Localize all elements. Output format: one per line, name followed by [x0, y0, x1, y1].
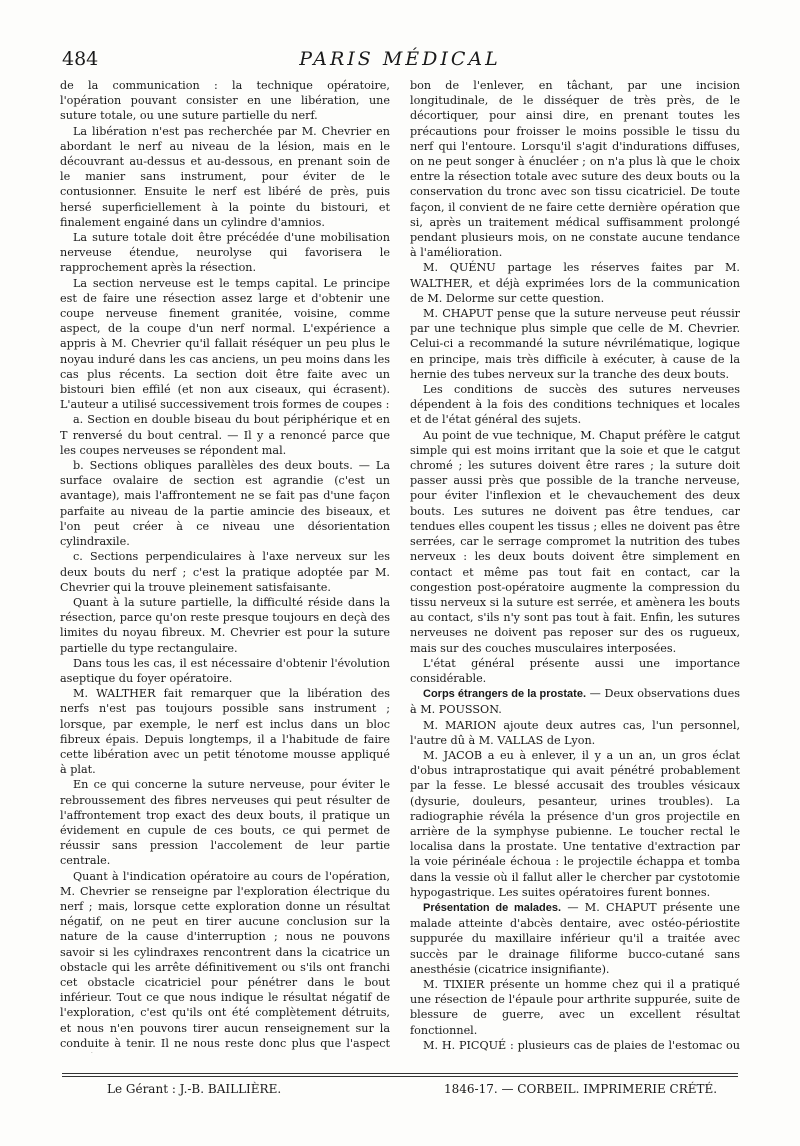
footer-rule [62, 1076, 738, 1077]
paragraph: M. QUÉNU partage les réserves faites par M. WALTHER, et déjà exprimées lors de la communication de M. Delorme sur cette question. [410, 261, 740, 305]
paragraph: La suture totale doit être précédée d'une mobilisation nerveuse étendue, neurolyse qui favorisera le rapprochement après la résection. [60, 231, 390, 275]
section-text: — Deux observations dues à M. POUSSON. [410, 687, 740, 717]
paragraph: b. Sections obliques parallèles des deux bouts. — La surface ovalaire de section est agrandie (c'est un avantage), mais l'affrontement ne se fait pas d'une façon parfaite au niveau de la partie amincie des biseaux, et l'on peut créer à ce niveau une désorientation cylindraxile. [60, 459, 390, 549]
paragraph: a. Section en double biseau du bout périphérique et en T renversé du bout central. — Il y a renoncé parce que les coupes nerveuses se répondent mal. [60, 413, 390, 457]
paragraph: M. CHAPUT pense que la suture nerveuse peut réussir par une technique plus simple que celle de M. Chevrier. Celui-ci a recommandé la suture névrilématique, logique en principe, mais très difficile à exécuter, à cause de la hernie des tubes nerveux sur la tranche des deux bouts. [410, 307, 740, 381]
paragraph: Les conditions de succès des sutures nerveuses dépendent à la fois des conditions techniques et locales et de l'état général des sujets. [410, 383, 740, 427]
section-paragraph [410, 686, 740, 717]
paragraph: M. TIXIER présente un homme chez qui il a pratiqué une résection de l'épaule pour arthrite suppurée, suite de blessure de guerre, avec un excellent résultat fonctionnel. [410, 977, 740, 1037]
paragraph: Au point de vue technique, M. Chaput préfère le catgut simple qui est moins irritant que la soie et que le catgut chromé ; les sutures doivent être rares ; la suture doit passer aussi près que possible de la tranche nerveuse, pour éviter l'inflexion et le chevauchement des deux bouts. Les sutures ne doivent pas être tendues, car tendues elles coupent les tissus ; elles ne doivent pas être serrées, car le serrage compromet la nutrition des tubes nerveux : les deux bouts doivent être simplement en contact et même pas tout fait en contact, car la congestion post-opératoire augmente la compression du tissu nerveux si la suture est serrée, et amènera les bouts au contact, s'ils n'y sont pas tout à fait. Enfin, les sutures nerveuses ne doivent pas reposer sur des os rugueux, mais sur des couches musculaires interposées. [410, 428, 740, 655]
right-column [410, 78, 740, 1053]
section-paragraph [410, 900, 740, 977]
page-number: 484 [62, 48, 99, 70]
paragraph: c. Sections perpendiculaires à l'axe nerveux sur les deux bouts du nerf ; c'est la pratique adoptée par M. Chevrier qui la trouve pleinement satisfaisante. [60, 550, 390, 594]
paragraph: En ce qui concerne la suture nerveuse, pour éviter le rebroussement des fibres nerveuses qui peut résulter de l'affrontement trop exact des deux bouts, il pratique un évidement en cupule de ces bouts, ce qui permet de réussir sans pression l'accolement de leur partie centrale. [60, 778, 390, 868]
running-title: PARIS MÉDICAL [299, 48, 501, 70]
paragraph: Quant à la suture partielle, la difficulté réside dans la résection, parce qu'on reste presque toujours en deçà des limites du noyau fibreux. M. Chevrier est pour la suture partielle du type rectangulaire. [60, 595, 390, 655]
paragraph: La libération n'est pas recherchée par M. Chevrier en abordant le nerf au niveau de la lésion, mais en le découvrant au-dessus et au-dessous, en prenant soin de le manier sans instrument, pour éviter de le contusionner. Ensuite le nerf est libéré de près, puis hersé superficiellement à la pointe du bistouri, et finalement engainé dans un cylindre d'amnios. [60, 124, 390, 229]
section-heading: Corps étrangers de la prostate. [423, 688, 586, 701]
paragraph: M. WALTHER fait remarquer que la libération des nerfs n'est pas toujours possible sans instrument ; lorsque, par exemple, le nerf est inclus dans un bloc fibreux épais. Depuis longtemps, il a l'habitude de faire cette libération avec un petit ténotome mousse appliqué à plat. [60, 687, 390, 777]
section-heading: Présentation de malades. [423, 901, 562, 914]
paragraph: de la communication : la technique opératoire, l'opération pouvant consister en une libération, une suture totale, ou une suture partielle du nerf. [60, 79, 390, 123]
section-text: — M. CHAPUT présente une malade atteinte d'abcès dentaire, avec ostéo-périostite suppurée du maxillaire inférieur qu'il a traitée avec succès par le drainage filiforme bucco-cutané sans anesthésie (cicatrice insignifiante). [410, 900, 740, 976]
paragraph: M. H. PICQUÉ : plusieurs cas de plaies de l'estomac ou [423, 1038, 740, 1052]
paragraph: L'état général présente aussi une importance considérable. [410, 656, 740, 685]
paragraph: M. MARION ajoute deux autres cas, l'un personnel, l'autre dû à M. VALLAS de Lyon. [410, 718, 740, 747]
paragraph: Quant à l'indication opératoire au cours de l'opération, M. Chevrier se renseigne par l'exploration électrique du nerf ; mais, lorsque cette exploration donne un résultat négatif, on ne peut en tirer aucune conclusion sur la nature de la cause d'interruption ; nous ne pouvons savoir si les cylindraxes rencontrent dans la cicatrice un obstacle qui les arrête définitivement ou s'ils ont franchi cet obstacle cicatriciel pour pénétrer dans le bout inférieur. Tout ce que nous indique le résultat négatif de l'exploration, c'est qu'ils ont été complètement détruits, et nous n'en pouvons tirer aucun renseignement sur la conduite à tenir. Il ne nous reste donc plus que l'aspect [60, 869, 390, 1050]
footer-manager: Le Gérant : J.-B. BAILLIÈRE. [107, 1082, 282, 1096]
paragraph: Dans tous les cas, il est nécessaire d'obtenir l'évolution aseptique du foyer opératoire. [60, 656, 390, 685]
footer-rule [62, 1073, 738, 1074]
paragraph: bon de l'enlever, en tâchant, par une incision longitudinale, de le disséquer de très près, de le décortiquer, pour ainsi dire, en prenant toutes les précautions pour froisser le moins possible le tissu du nerf qui l'entoure. Lorsqu'il s'agit d'indurations diffuses, on ne peut songer à énucléer ; on n'a plus là que le choix entre la résection totale avec suture des deux bouts ou la conservation du tronc avec son tissu cicatriciel. De toute façon, il convient de ne faire cette dernière opération que si, après un traitement médical suffisamment prolongé pendant plusieurs mois, on ne constate aucune tendance à l'amélioration. [410, 79, 740, 260]
paragraph: La section nerveuse est le temps capital. Le principe est de faire une résection assez large et d'obtenir une coupe nerveuse finement granitée, voisine, comme aspect, de la coupe d'un nerf normal. L'expérience a appris à M. Chevrier qu'il fallait réséquer un peu plus le noyau induré dans les cas anciens, un peu moins dans les cas plus récents. La section doit être faite avec un bistouri bien effilé (et non aux ciseaux, qui écrasent). L'auteur a utilisé successivement trois formes de coupes : [60, 276, 390, 412]
article-body [60, 78, 740, 1053]
footer-printer: 1846-17. — CORBEIL. IMPRIMERIE CRÉTÉ. [444, 1082, 718, 1096]
left-column [60, 78, 390, 1053]
paragraph: M. JACOB a eu à enlever, il y a un an, un gros éclat d'obus intraprostatique qui avait pénétré probablement par la fesse. Le blessé accusait des troubles vésicaux (dysurie, douleurs, pesanteur, urines troubles). La radiographie révéla la présence d'un gros projectile en arrière de la symphyse pubienne. Le toucher rectal le localisa dans la prostate. Une tentative d'extraction par la voie périnéale échoua : le projectile échappa et tomba dans la vessie où il fallut aller le chercher par cystotomie hypogastrique. Les suites opératoires furent bonnes. [410, 748, 740, 899]
page-header [62, 48, 738, 74]
